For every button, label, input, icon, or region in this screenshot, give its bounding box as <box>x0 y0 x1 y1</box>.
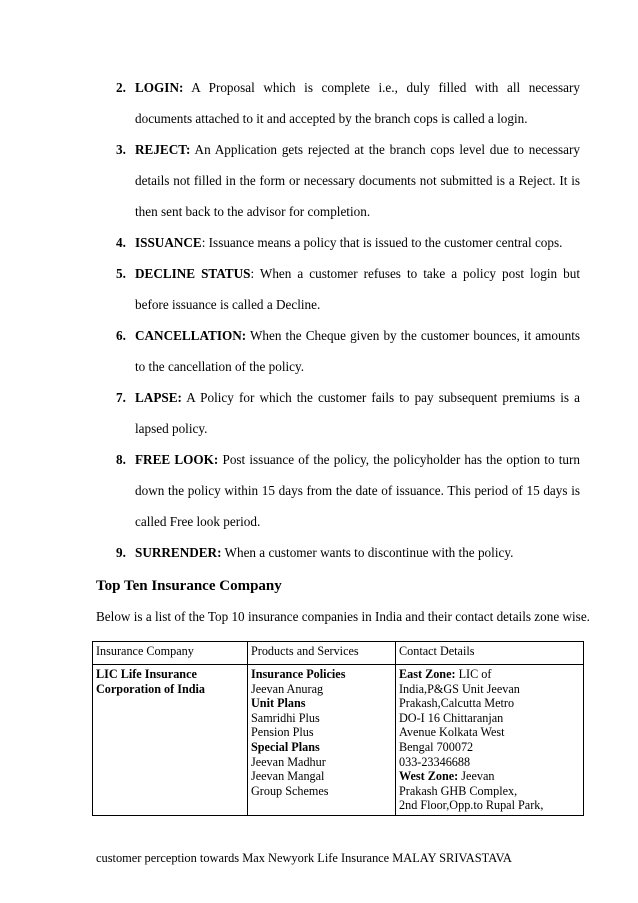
contact-cell <box>396 665 584 816</box>
item-number: 6. <box>116 328 126 343</box>
item-term: FREE LOOK: <box>135 452 219 467</box>
column-header: Contact Details <box>396 642 584 665</box>
product-item: Pension Plus <box>251 725 314 740</box>
definition-item <box>116 537 580 568</box>
page-footer: customer perception towards Max Newyork Life Insurance MALAY SRIVASTAVA <box>96 851 512 865</box>
company-name-line: LIC Life Insurance <box>96 667 197 681</box>
contact-line: DO-I 16 Chittaranjan <box>399 710 504 725</box>
item-text: : Issuance means a policy that is issued to the customer central cops. <box>201 235 563 250</box>
item-number: 3. <box>116 142 126 157</box>
definition-item <box>116 258 580 320</box>
column-header: Products and Services <box>248 642 396 665</box>
product-category: Insurance Policies <box>251 667 346 681</box>
contact-line: Prakash,Calcutta Metro <box>399 696 515 711</box>
definition-item <box>116 444 580 537</box>
products-cell <box>248 665 396 816</box>
item-text: When a customer wants to discontinue with the policy. <box>221 545 514 560</box>
contact-line: Prakash GHB Complex, <box>399 783 518 798</box>
item-term: ISSUANCE <box>135 235 202 250</box>
zone-line <box>399 769 579 784</box>
product-item: Samridhi Plus <box>251 710 320 725</box>
insurance-company-table <box>92 641 584 816</box>
item-term: LAPSE: <box>135 390 182 405</box>
definition-item <box>116 134 580 227</box>
item-number: 4. <box>116 235 126 250</box>
product-item: Jeevan Madhur <box>251 754 326 769</box>
intro-paragraph: Below is a list of the Top 10 insurance companies in India and their contact details zone wise. <box>96 609 590 624</box>
product-category: Special Plans <box>251 739 320 754</box>
table-row <box>93 665 584 816</box>
item-term: REJECT: <box>135 142 191 157</box>
definition-item <box>116 382 580 444</box>
item-number: 2. <box>116 80 126 95</box>
item-number: 9. <box>116 545 126 560</box>
definition-item <box>116 72 580 134</box>
contact-line: Bengal 700072 <box>399 739 474 754</box>
product-item: Group Schemes <box>251 783 329 798</box>
item-term: DECLINE STATUS <box>135 266 251 281</box>
item-text: A Policy for which the customer fails to pay subsequent premiums is a lapsed policy. <box>135 390 580 436</box>
item-number: 8. <box>116 452 126 467</box>
zone-label: West Zone: <box>399 769 459 784</box>
item-text: A Proposal which is complete i.e., duly filled with all necessary documents attached to it and accepted by the branch cops is called a login. <box>135 80 580 126</box>
product-item: Jeevan Mangal <box>251 769 325 784</box>
contact-line: Avenue Kolkata West <box>399 725 505 740</box>
contact-line: 033-23346688 <box>399 754 471 769</box>
section-title: Top Ten Insurance Company <box>96 578 282 594</box>
definition-list <box>116 72 580 568</box>
item-text: : When a customer refuses to take a policy post login but before issuance is called a Decline. <box>135 266 580 312</box>
product-item: Jeevan Anurag <box>251 681 324 696</box>
contact-text: LIC of <box>455 667 492 681</box>
table-header-row <box>93 642 584 665</box>
contact-line: 2nd Floor,Opp.to Rupal Park, <box>399 798 544 813</box>
definition-item <box>116 320 580 382</box>
company-cell <box>93 665 248 816</box>
item-number: 7. <box>116 390 126 405</box>
contact-line: India,P&GS Unit Jeevan <box>399 681 520 696</box>
company-name-line: Corporation of India <box>96 681 206 696</box>
item-number: 5. <box>116 266 126 281</box>
contact-text: Jeevan <box>458 769 495 784</box>
item-term: CANCELLATION: <box>135 328 247 343</box>
zone-label: East Zone: <box>399 667 456 681</box>
item-term: SURRENDER: <box>135 545 222 560</box>
item-text: When the Cheque given by the customer bounces, it amounts to the cancellation of the policy. <box>135 328 580 374</box>
product-category: Unit Plans <box>251 696 306 711</box>
item-text: Post issuance of the policy, the policyholder has the option to turn down the policy within 15 days from the date of issuance. This period of 15 days is called Free look period. <box>135 452 580 529</box>
item-term: LOGIN: <box>135 80 184 95</box>
column-header: Insurance Company <box>93 642 248 665</box>
definition-item <box>116 227 580 258</box>
zone-line <box>399 667 579 682</box>
item-text: An Application gets rejected at the branch cops level due to necessary details not filled in the form or necessary documents not submitted is a Reject. It is then sent back to the advisor for completion. <box>135 142 580 219</box>
